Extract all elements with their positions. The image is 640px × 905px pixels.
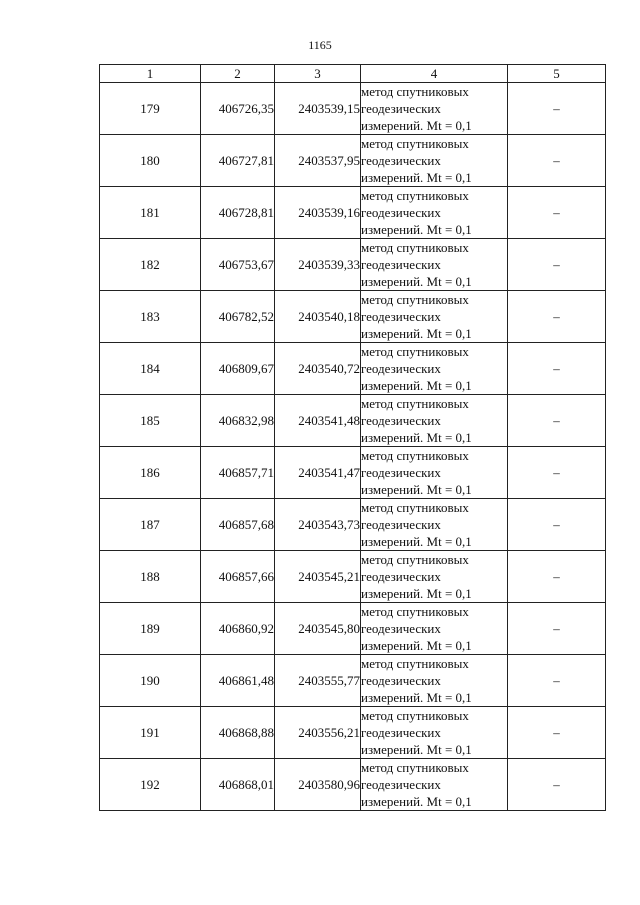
method-line-1: метод спутниковых — [361, 708, 469, 723]
coord-y: 2403556,21 — [275, 707, 361, 759]
method-line-2: геодезических — [361, 673, 441, 688]
table-body — [100, 83, 606, 811]
method-line-1: метод спутниковых — [361, 136, 469, 151]
header-row — [100, 65, 606, 83]
method-line-2: геодезических — [361, 101, 441, 116]
point-number: 187 — [100, 499, 201, 551]
column-5-value: – — [508, 603, 606, 655]
method-line-2: геодезических — [361, 621, 441, 636]
method-line-1: метод спутниковых — [361, 396, 469, 411]
method-line-3: измерений. Mt = 0,1 — [361, 326, 472, 341]
table-row — [100, 759, 606, 811]
point-number: 185 — [100, 395, 201, 447]
method-cell — [361, 759, 508, 811]
method-line-1: метод спутниковых — [361, 604, 469, 619]
table-row — [100, 707, 606, 759]
column-5-value: – — [508, 135, 606, 187]
method-line-1: метод спутниковых — [361, 84, 469, 99]
coord-x: 406726,35 — [201, 83, 275, 135]
coord-y: 2403580,96 — [275, 759, 361, 811]
method-line-2: геодезических — [361, 465, 441, 480]
point-number: 180 — [100, 135, 201, 187]
method-cell — [361, 707, 508, 759]
method-cell — [361, 135, 508, 187]
table-row — [100, 239, 606, 291]
method-line-1: метод спутниковых — [361, 292, 469, 307]
coord-x: 406809,67 — [201, 343, 275, 395]
point-number: 186 — [100, 447, 201, 499]
coord-x: 406857,71 — [201, 447, 275, 499]
coord-y: 2403545,21 — [275, 551, 361, 603]
method-cell — [361, 395, 508, 447]
coord-x: 406861,48 — [201, 655, 275, 707]
point-number: 182 — [100, 239, 201, 291]
point-number: 191 — [100, 707, 201, 759]
point-number: 189 — [100, 603, 201, 655]
method-cell — [361, 343, 508, 395]
method-line-1: метод спутниковых — [361, 344, 469, 359]
coord-x: 406860,92 — [201, 603, 275, 655]
coord-x: 406857,68 — [201, 499, 275, 551]
table-row — [100, 603, 606, 655]
method-line-3: измерений. Mt = 0,1 — [361, 742, 472, 757]
column-5-value: – — [508, 655, 606, 707]
method-cell — [361, 655, 508, 707]
method-line-3: измерений. Mt = 0,1 — [361, 118, 472, 133]
method-line-3: измерений. Mt = 0,1 — [361, 534, 472, 549]
table-row — [100, 343, 606, 395]
column-5-value: – — [508, 551, 606, 603]
table-row — [100, 135, 606, 187]
method-line-2: геодезических — [361, 569, 441, 584]
point-number: 184 — [100, 343, 201, 395]
method-line-1: метод спутниковых — [361, 448, 469, 463]
table-row — [100, 83, 606, 135]
method-cell — [361, 187, 508, 239]
method-line-2: геодезических — [361, 205, 441, 220]
coord-x: 406857,66 — [201, 551, 275, 603]
method-line-3: измерений. Mt = 0,1 — [361, 170, 472, 185]
coord-x: 406728,81 — [201, 187, 275, 239]
coord-x: 406868,01 — [201, 759, 275, 811]
method-line-1: метод спутниковых — [361, 552, 469, 567]
method-cell — [361, 83, 508, 135]
table-row — [100, 499, 606, 551]
header-col-2: 2 — [201, 65, 275, 83]
method-cell — [361, 239, 508, 291]
method-line-3: измерений. Mt = 0,1 — [361, 690, 472, 705]
method-line-3: измерений. Mt = 0,1 — [361, 638, 472, 653]
coord-y: 2403541,48 — [275, 395, 361, 447]
coord-x: 406753,67 — [201, 239, 275, 291]
column-5-value: – — [508, 291, 606, 343]
method-cell — [361, 603, 508, 655]
point-number: 183 — [100, 291, 201, 343]
method-cell — [361, 499, 508, 551]
coord-x: 406782,52 — [201, 291, 275, 343]
method-line-3: измерений. Mt = 0,1 — [361, 794, 472, 809]
coord-y: 2403545,80 — [275, 603, 361, 655]
table-row — [100, 447, 606, 499]
method-line-3: измерений. Mt = 0,1 — [361, 430, 472, 445]
coord-y: 2403539,15 — [275, 83, 361, 135]
column-5-value: – — [508, 83, 606, 135]
method-line-1: метод спутниковых — [361, 500, 469, 515]
table-row — [100, 655, 606, 707]
method-line-2: геодезических — [361, 777, 441, 792]
method-line-2: геодезических — [361, 725, 441, 740]
column-5-value: – — [508, 239, 606, 291]
method-line-2: геодезических — [361, 257, 441, 272]
method-cell — [361, 551, 508, 603]
coord-y: 2403539,16 — [275, 187, 361, 239]
coord-y: 2403539,33 — [275, 239, 361, 291]
method-line-1: метод спутниковых — [361, 188, 469, 203]
method-line-2: геодезических — [361, 413, 441, 428]
point-number: 181 — [100, 187, 201, 239]
method-line-3: измерений. Mt = 0,1 — [361, 586, 472, 601]
coord-x: 406868,88 — [201, 707, 275, 759]
column-5-value: – — [508, 395, 606, 447]
coord-y: 2403540,18 — [275, 291, 361, 343]
point-number: 190 — [100, 655, 201, 707]
table-row — [100, 291, 606, 343]
column-5-value: – — [508, 707, 606, 759]
column-5-value: – — [508, 499, 606, 551]
method-line-2: геодезических — [361, 153, 441, 168]
method-line-3: измерений. Mt = 0,1 — [361, 274, 472, 289]
method-line-3: измерений. Mt = 0,1 — [361, 222, 472, 237]
table-row — [100, 395, 606, 447]
table-row — [100, 551, 606, 603]
page-number: 1165 — [308, 38, 332, 52]
table-header — [100, 65, 606, 83]
table-row — [100, 187, 606, 239]
method-line-3: измерений. Mt = 0,1 — [361, 378, 472, 393]
coord-y: 2403537,95 — [275, 135, 361, 187]
header-col-5: 5 — [508, 65, 606, 83]
method-line-2: геодезических — [361, 517, 441, 532]
coord-x: 406727,81 — [201, 135, 275, 187]
header-col-1: 1 — [100, 65, 201, 83]
point-number: 188 — [100, 551, 201, 603]
coordinates-table — [99, 64, 606, 811]
method-line-2: геодезических — [361, 309, 441, 324]
header-col-3: 3 — [275, 65, 361, 83]
column-5-value: – — [508, 759, 606, 811]
header-col-4: 4 — [361, 65, 508, 83]
coord-x: 406832,98 — [201, 395, 275, 447]
method-line-2: геодезических — [361, 361, 441, 376]
column-5-value: – — [508, 187, 606, 239]
column-5-value: – — [508, 343, 606, 395]
coord-y: 2403543,73 — [275, 499, 361, 551]
point-number: 192 — [100, 759, 201, 811]
method-line-1: метод спутниковых — [361, 656, 469, 671]
column-5-value: – — [508, 447, 606, 499]
method-line-3: измерений. Mt = 0,1 — [361, 482, 472, 497]
method-line-1: метод спутниковых — [361, 240, 469, 255]
coord-y: 2403540,72 — [275, 343, 361, 395]
coord-y: 2403555,77 — [275, 655, 361, 707]
method-cell — [361, 291, 508, 343]
method-line-1: метод спутниковых — [361, 760, 469, 775]
coord-y: 2403541,47 — [275, 447, 361, 499]
method-cell — [361, 447, 508, 499]
point-number: 179 — [100, 83, 201, 135]
